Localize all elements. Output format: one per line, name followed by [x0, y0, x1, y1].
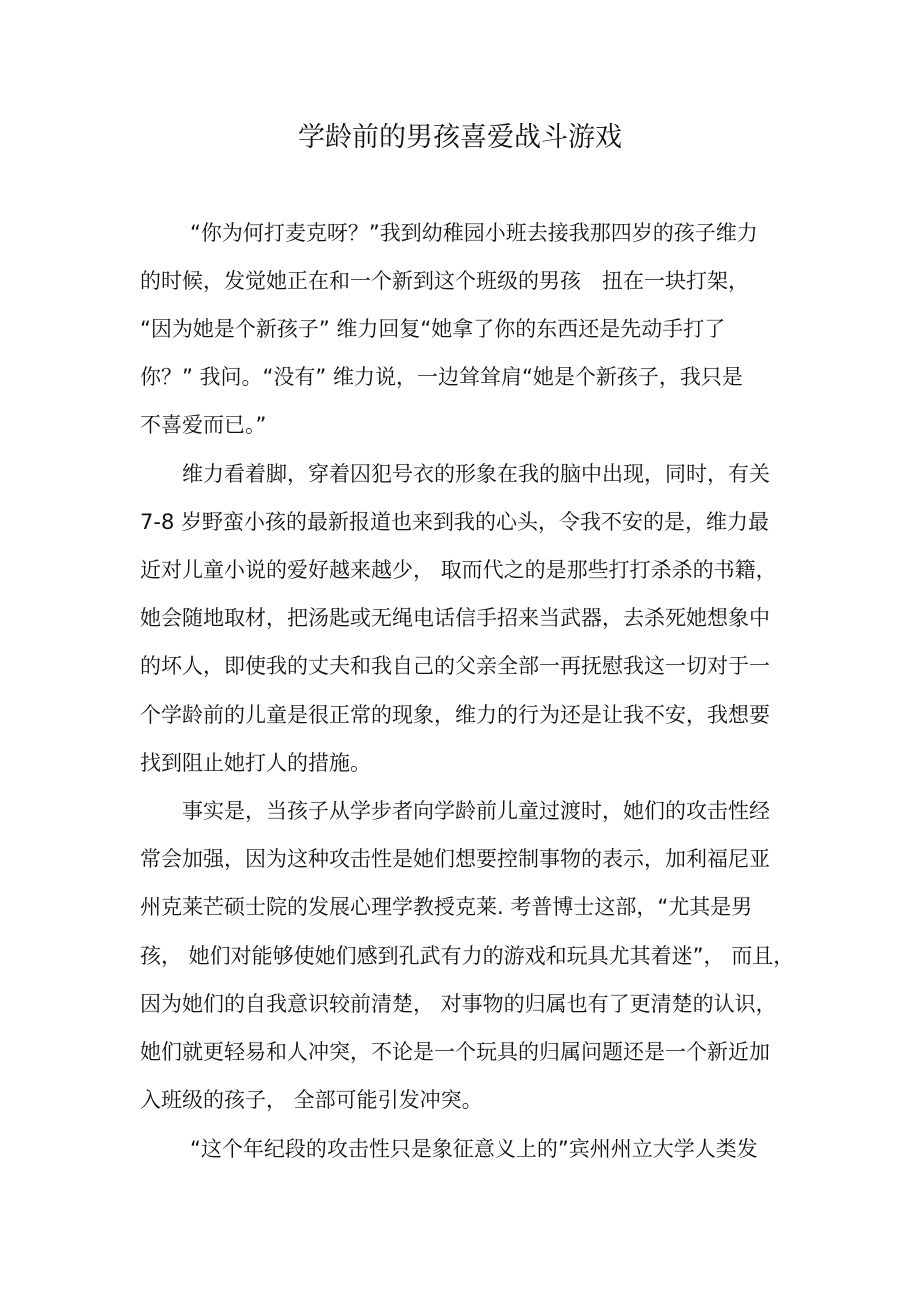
- paragraph-line: 她们就更轻易和人冲突，不论是一个玩具的归属问题还是一个新近加: [140, 1040, 770, 1064]
- paragraph-line: 维力看着脚，穿着囚犯号衣的形象在我的脑中出现，同时，有关: [182, 462, 770, 486]
- paragraph-line: 她会随地取材，把汤匙或无绳电话信手招来当武器，去杀死她想象中: [140, 606, 770, 630]
- paragraph-line: 个学龄前的儿童是很正常的现象，维力的行为还是让我不安，我想要: [140, 703, 770, 727]
- paragraph-line: 孩， 她们对能够使她们感到孔武有力的游戏和玩具尤其着迷”， 而且，: [140, 944, 795, 968]
- paragraph-line: 因为她们的自我意识较前清楚， 对事物的归属也有了更清楚的认识，: [140, 992, 777, 1016]
- paragraph-line: “你为何打麦克呀？”我到幼稚园小班去接我那四岁的孩子维力: [190, 221, 758, 245]
- paragraph-line: “因为她是个新孩子” 维力回复“她拿了你的东西还是先动手打了: [140, 317, 726, 341]
- paragraph-line: 7-8 岁野蛮小孩的最新报道也来到我的心头，令我不安的是，维力最: [140, 510, 769, 534]
- paragraph-line: 入班级的孩子， 全部可能引发冲突。: [140, 1088, 483, 1112]
- paragraph-line: 你？” 我问。“没有” 维力说，一边耸耸肩“她是个新孩子，我只是: [140, 365, 743, 389]
- paragraph-line: 不喜爱而已。”: [140, 413, 267, 437]
- paragraph-line: 州克莱芒硕士院的发展心理学教授克莱. 考普博士这部，“尤其是男: [140, 895, 753, 919]
- paragraph-line: 找到阻止她打人的措施。: [140, 751, 371, 775]
- paragraph-line: “这个年纪段的攻击性只是象征意义上的”宾州州立大学人类发: [190, 1137, 758, 1161]
- paragraph-line: 常会加强，因为这种攻击性是她们想要控制事物的表示，加利福尼亚: [140, 847, 770, 871]
- paragraph-line: 的坏人，即使我的丈夫和我自己的父亲全部一再抚慰我这一切对于一: [140, 654, 770, 678]
- paragraph-line: 近对儿童小说的爱好越来越少， 取而代之的是那些打打杀杀的书籍，: [140, 558, 777, 582]
- paragraph-line: 事实是，当孩子从学步者向学龄前儿童过渡时，她们的攻击性经: [182, 799, 770, 823]
- document-title: 学龄前的男孩喜爱战斗游戏: [298, 122, 622, 153]
- paragraph-line: 的时候，发觉她正在和一个新到这个班级的男孩 扭在一块打架，: [140, 269, 749, 293]
